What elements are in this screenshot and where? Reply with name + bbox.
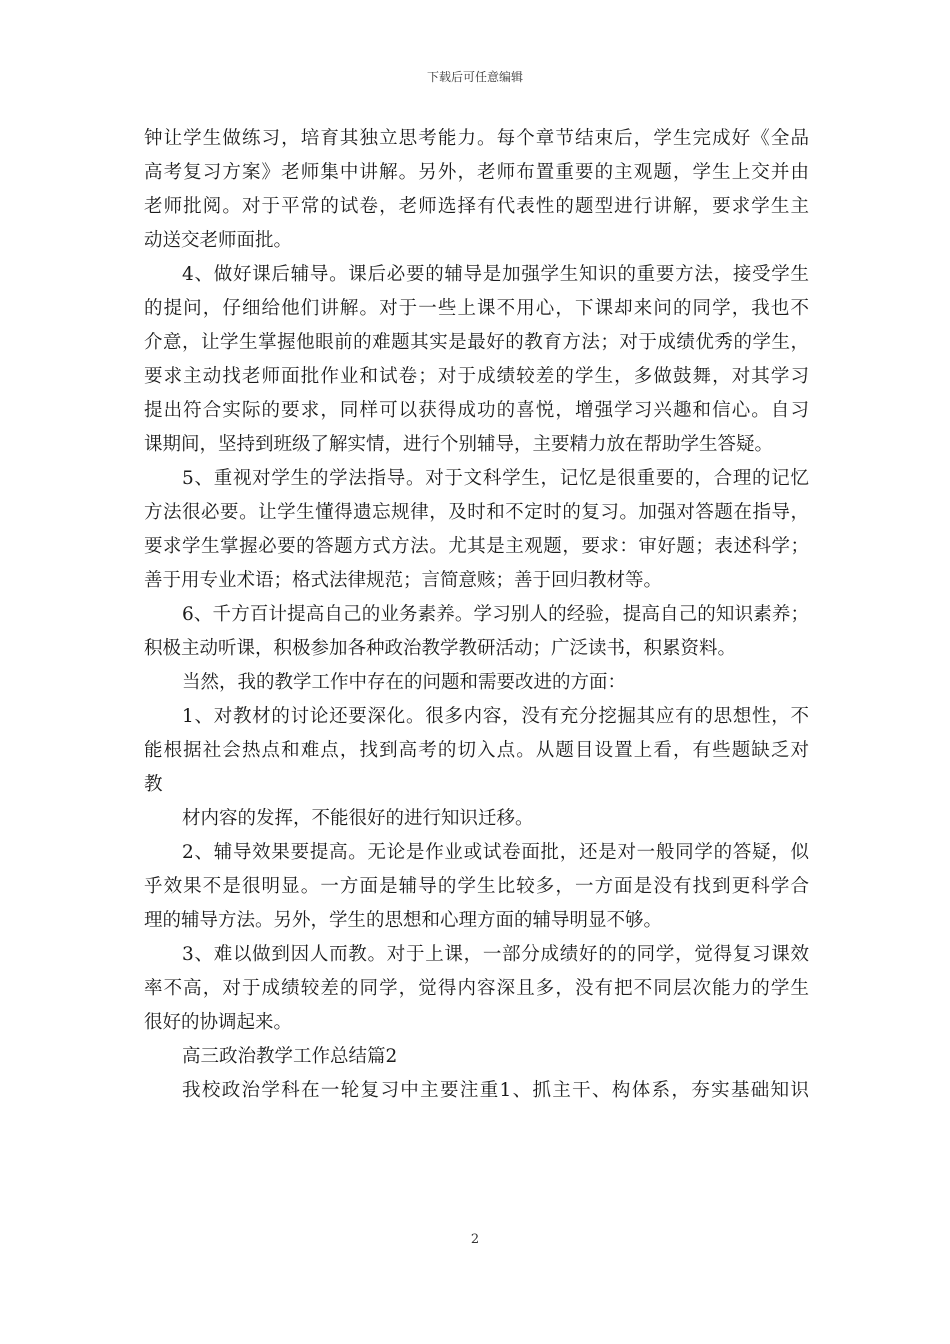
text-line: 材内容的发挥，不能很好的进行知识迁移。 [182,808,534,829]
text-line: 1、对教材的讨论还要深化。很多内容，没有充分挖掘其应有的思想性，不 [182,706,809,727]
text-line: 介意，让学生掌握他眼前的难题其实是最好的教育方法；对于成绩优秀的学生， [144,332,809,353]
text-line: 能根据社会热点和难点，找到高考的切入点。从题目设置上看，有些题缺乏对 [144,740,809,761]
text-line: 3、难以做到因人而教。对于上课，一部分成绩好的的同学，觉得复习课效 [182,944,809,965]
text-line: 很好的协调起来。 [144,1012,293,1033]
text-line: 方法很必要。让学生懂得遗忘规律，及时和不定时的复习。加强对答题在指导， [144,502,809,523]
text-line: 要求学生掌握必要的答题方式方法。尤其是主观题，要求：审好题；表述科学； [144,536,809,557]
document-body [144,122,809,1108]
text-line: 钟让学生做练习，培育其独立思考能力。每个章节结束后，学生完成好《全品 [144,128,809,149]
text-line: 率不高，对于成绩较差的同学，觉得内容深且多，没有把不同层次能力的学生 [144,978,809,999]
text-line: 4、做好课后辅导。课后必要的辅导是加强学生知识的重要方法，接受学生 [182,264,809,285]
text-line: 2、辅导效果要提高。无论是作业或试卷面批，还是对一般同学的答疑，似 [182,842,809,863]
text-line: 当然，我的教学工作中存在的问题和需要改进的方面： [182,672,627,693]
text-line: 提出符合实际的要求，同样可以获得成功的喜悦，增强学习兴趣和信心。自习 [144,400,809,421]
text-line: 课期间，坚持到班级了解实情，进行个别辅导，主要精力放在帮助学生答疑。 [144,434,774,455]
text-line: 我校政治学科在一轮复习中主要注重1、抓主干、构体系，夯实基础知识 [182,1080,809,1101]
page-number: 2 [470,1232,480,1247]
text-line: 理的辅导方法。另外，学生的思想和心理方面的辅导明显不够。 [144,910,663,931]
text-line: 教 [144,774,163,795]
text-line: 乎效果不是很明显。一方面是辅导的学生比较多，一方面是没有找到更科学合 [144,876,809,897]
text-line: 要求主动找老师面批作业和试卷；对于成绩较差的学生，多做鼓舞，对其学习 [144,366,809,387]
text-line: 高考复习方案》老师集中讲解。另外，老师布置重要的主观题，学生上交并由 [144,162,809,183]
text-line: 动送交老师面批。 [144,230,293,251]
text-line: 5、重视对学生的学法指导。对于文科学生，记忆是很重要的，合理的记忆 [182,468,809,489]
text-line: 善于用专业术语；格式法律规范；言简意赅；善于回归教材等。 [144,570,663,591]
text-line: 老师批阅。对于平常的试卷，老师选择有代表性的题型进行讲解，要求学生主 [144,196,809,217]
page-header: 下载后可任意编辑 [426,70,523,84]
text-line: 6、千方百计提高自己的业务素养。学习别人的经验，提高自己的知识素养； [182,604,809,625]
section-heading: 高三政治教学工作总结篇2 [182,1046,398,1067]
text-line: 的提问，仔细给他们讲解。对于一些上课不用心，下课却来问的同学，我也不 [144,298,809,319]
text-line: 积极主动听课，积极参加各种政治教学教研活动；广泛读书，积累资料。 [144,638,737,659]
